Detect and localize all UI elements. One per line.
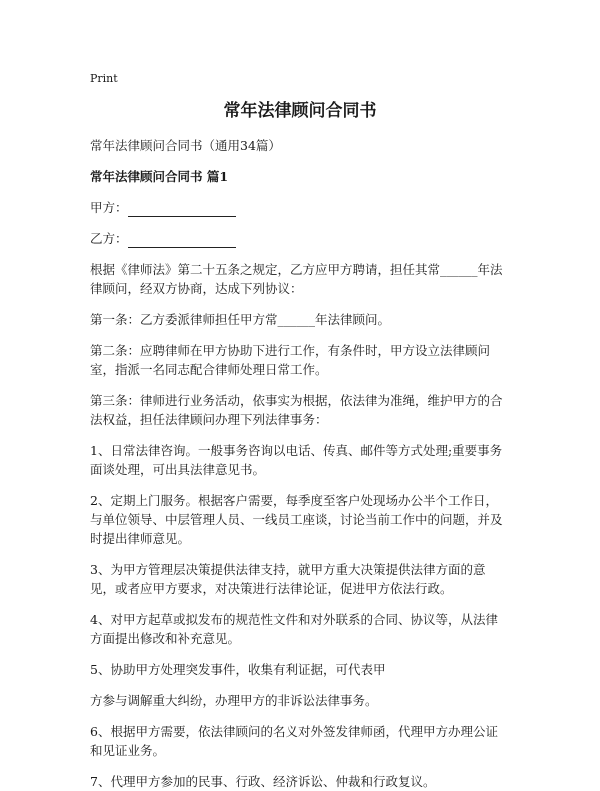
paragraph-6: 2、定期上门服务。根据客户需要，每季度至客户处现场办公半个工作日，与单位领导、中层管理人员、一线员工座谈，讨论当前工作中的问题，并及时提出律师意见。 <box>90 493 503 546</box>
paragraph-8: 4、对甲方起草或拟发布的规范性文件和对外联系的合同、协议等，从法律方面提出修改和补充意见。 <box>90 612 498 646</box>
party-a-line <box>90 198 510 217</box>
paragraph-3: 第二条：应聘律师在甲方协助下进行工作，有条件时，甲方设立法律顾问室，指派一名同志配合律师处理日常工作。 <box>90 343 491 377</box>
paragraph-1: 根据《律师法》第二十五条之规定，乙方应甲方聘请，担任其常______年法律顾问，经双方协商，达成下列协议： <box>90 262 503 296</box>
paragraph-5: 1、日常法律咨询。一般事务咨询以电话、传真、邮件等方式处理;重要事务面谈处理，可出具法律意见书。 <box>90 443 503 477</box>
paragraph-2: 第一条：乙方委派律师担任甲方常______年法律顾问。 <box>90 312 391 327</box>
paragraph-10: 方参与调解重大纠纷，办理甲方的非诉讼法律事务。 <box>90 693 378 708</box>
paragraph-9: 5、协助甲方处理突发事件，收集有利证据，可代表甲 <box>90 662 386 677</box>
document-subtitle: 常年法律顾问合同书（通用34篇） <box>90 138 281 153</box>
paragraph-12: 7、代理甲方参加的民事、行政、经济诉讼、仲裁和行政复议。 <box>90 774 436 789</box>
paragraph-11: 6、根据甲方需要，依法律顾问的名义对外签发律师函，代理甲方办理公证和见证业务。 <box>90 724 498 758</box>
party-a-label: 甲方： <box>90 200 128 215</box>
party-b-blank <box>128 233 236 248</box>
paragraph-4: 第三条：律师进行业务活动，依事实为根据，依法律为准绳，维护甲方的合法权益，担任法律顾问办理下列法律事务： <box>90 393 503 427</box>
section-heading: 常年法律顾问合同书 篇1 <box>90 169 229 184</box>
paragraph-7: 3、为甲方管理层决策提供法律支持，就甲方重大决策提供法律方面的意见，或者应甲方要求，对决策进行法律论证，促进甲方依法行政。 <box>90 562 486 596</box>
party-b-line <box>90 229 510 248</box>
party-a-blank <box>128 202 236 217</box>
print-link[interactable]: Print <box>90 72 118 85</box>
party-b-label: 乙方： <box>90 231 128 246</box>
document-title: 常年法律顾问合同书 <box>223 101 377 121</box>
